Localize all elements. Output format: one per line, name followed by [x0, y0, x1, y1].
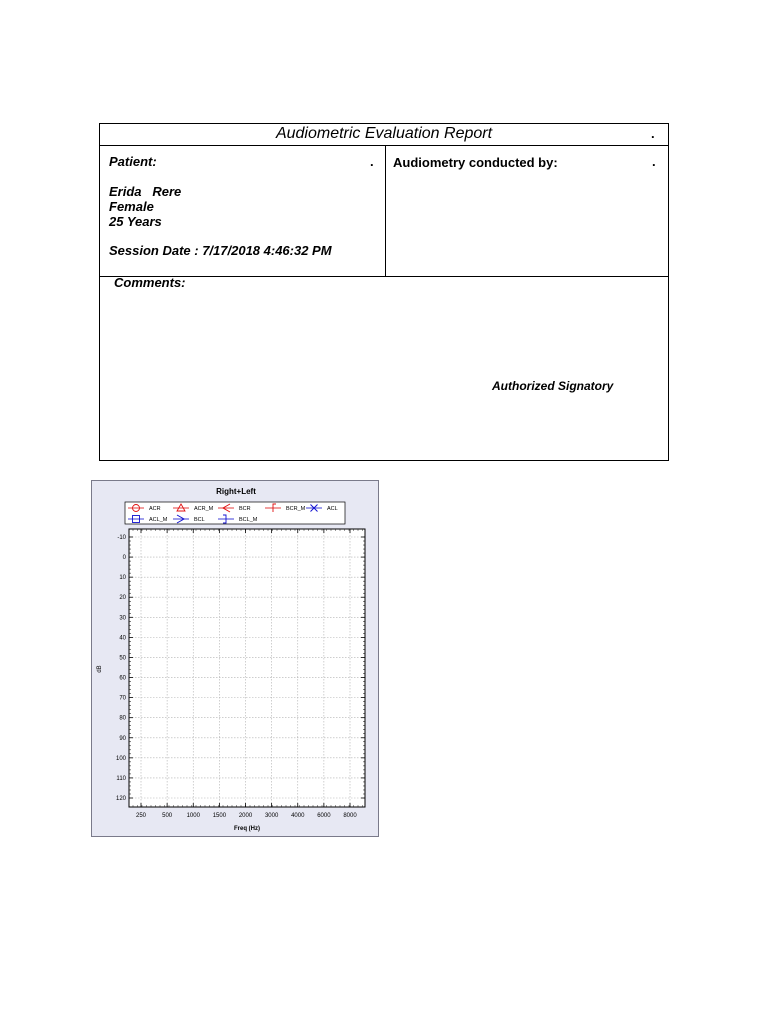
y-tick-label: 100	[115, 755, 126, 762]
y-tick-label: 120	[115, 796, 126, 802]
y-tick-label: 80	[119, 715, 126, 722]
comments-label: Comments:	[114, 275, 186, 290]
x-tick-label: 2000	[238, 813, 253, 819]
title-dot: .	[651, 126, 655, 141]
y-tick-label: 20	[119, 595, 126, 602]
x-tick-label: 6000	[317, 813, 331, 819]
y-tick-label: -10	[117, 535, 126, 541]
authorized-signatory: Authorized Signatory	[492, 379, 614, 393]
y-tick-label: 50	[119, 655, 126, 662]
y-axis-label: dB	[97, 665, 103, 673]
x-tick-label: 250	[135, 813, 147, 819]
patient-age: 25 Years	[109, 214, 162, 229]
audiometric-report	[99, 123, 669, 461]
y-tick-label: 70	[119, 695, 126, 702]
y-tick-label: 90	[119, 735, 126, 742]
patient-label: Patient:	[109, 154, 157, 169]
x-tick-label: 8000	[343, 813, 357, 819]
y-tick-label: 110	[116, 775, 126, 782]
x-tick-label: 3000	[264, 813, 279, 819]
legend-label: BCL	[194, 517, 205, 523]
x-tick-label: 1000	[186, 813, 200, 819]
conducted-by-label: Audiometry conducted by:	[393, 155, 558, 170]
patient-gender: Female	[109, 199, 154, 214]
legend-label: BCR_M	[286, 506, 306, 512]
x-tick-label: 500	[162, 813, 173, 819]
report-title: Audiometric Evaluation Report	[275, 125, 493, 142]
y-tick-label: 0	[122, 555, 126, 562]
x-axis-label: Freq (Hz)	[234, 826, 260, 832]
patient-cell	[100, 146, 386, 276]
x-tick-label: 1500	[212, 813, 227, 819]
y-tick-label: 30	[119, 615, 126, 622]
info-row	[100, 146, 668, 277]
legend-label: ACR_M	[194, 506, 214, 512]
y-tick-label: 40	[119, 635, 126, 642]
x-tick-label: 4000	[291, 813, 305, 819]
audiogram-svg	[92, 481, 380, 838]
session-date: Session Date : 7/17/2018 4:46:32 PM	[109, 243, 332, 258]
patient-name: Erida Rere	[109, 184, 182, 199]
conducted-dot: .	[652, 154, 656, 169]
legend-label: ACL	[327, 506, 338, 512]
legend-label: BCL_M	[239, 517, 258, 523]
chart-title: Right+Left	[216, 487, 256, 496]
y-tick-label: 10	[119, 575, 126, 582]
patient-dot: .	[370, 154, 374, 169]
plot-area	[129, 529, 365, 807]
audiogram-chart	[91, 480, 379, 837]
legend-label: ACL_M	[149, 517, 168, 523]
conducted-by-cell	[386, 146, 668, 276]
report-title-row	[100, 124, 668, 146]
legend-label: ACR	[149, 506, 161, 512]
legend-label: BCR	[239, 506, 251, 512]
y-tick-label: 60	[119, 675, 126, 682]
